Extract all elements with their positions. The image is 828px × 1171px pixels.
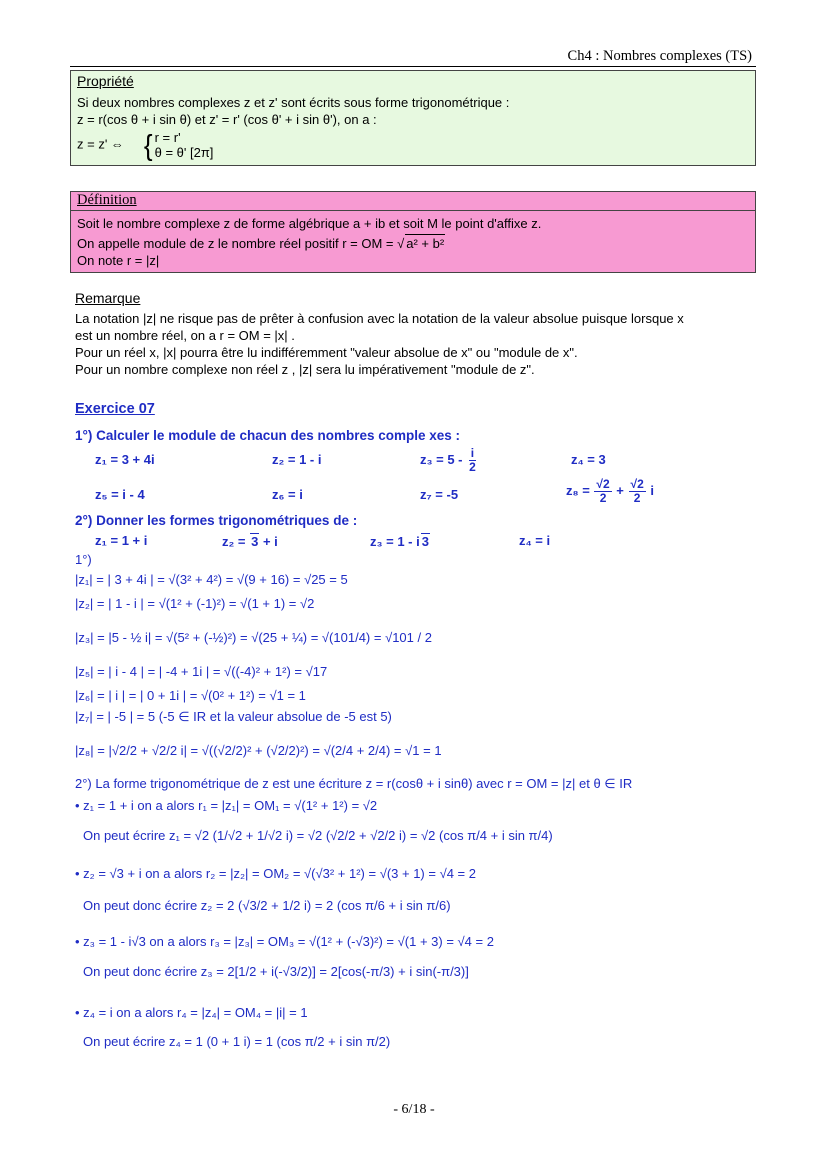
z4-value: z₄ = 3 — [571, 452, 606, 467]
header-rule — [70, 66, 756, 67]
property-line-2: z = r(cos θ + i sin θ) et z' = r' (cos θ' + i sin θ'), on a : — [77, 112, 377, 127]
property-title: Propriété — [77, 73, 134, 89]
property-lhs: z = z' ⇔ — [77, 136, 124, 152]
definition-box — [70, 191, 756, 273]
z3-prefix: z₃ = 5 - — [420, 451, 467, 467]
answer-z5: |z₅| = | i - 4 | = | -4 + 1i | = √((-4)² + 1²) = √17 — [75, 664, 328, 679]
definition-radicand: a² + b² — [406, 236, 445, 251]
remark-title: Remarque — [75, 290, 141, 306]
definition-line-1: Soit le nombre complexe z de forme algébrique a + ib et soit M le point d'affixe z. — [77, 216, 542, 231]
z7-value: z₇ = -5 — [420, 487, 459, 502]
sqrt-symbol — [397, 236, 404, 251]
z5-value: z₅ = i - 4 — [95, 487, 145, 502]
answer-z2: |z₂| = | 1 - i | = √(1² + (-1)²) = √(1 + 1) = √2 — [75, 596, 315, 611]
w2-value: z₂ = 3 + i — [222, 534, 278, 549]
answer-w2-modulus: • z₂ = √3 + i on a alors r₂ = |z₂| = OM₂ = √(√3² + 1²) = √(3 + 1) = √4 = 2 — [75, 866, 476, 881]
w4-value: z₄ = i — [519, 533, 551, 548]
answer-w1-form: On peut écrire z₁ = √2 (1/√2 + 1/√2 i) = √2 (√2/2 + √2/2 i) = √2 (cos π/4 + i sin π/4) — [83, 828, 553, 843]
definition-line-3: On note r = |z| — [77, 253, 160, 268]
w3-prefix: z₃ = 1 - i — [370, 534, 420, 549]
remark-line-4: Pour un nombre complexe non réel z , |z| sera lu impérativement "module de z". — [75, 362, 535, 377]
answer-z3: |z₃| = |5 - ½ i| = √(5² + (-½)²) = √(25 + ¼) = √(101/4) = √101 / 2 — [75, 630, 432, 645]
property-system — [155, 130, 214, 160]
z8-prefix: z₈ = — [566, 482, 594, 498]
w3-value: z₃ = 1 - i 3 — [370, 534, 429, 549]
answer-z6: |z₆| = | i | = | 0 + 1i | = √(0² + 1²) = √1 = 1 — [75, 688, 306, 703]
answer-w3-modulus: • z₃ = 1 - i√3 on a alors r₃ = |z₃| = OM₃ = √(1² + (-√3)²) = √(1 + 3) = √4 = 2 — [75, 934, 494, 949]
definition-line-2-text: On appelle module de z le nombre réel positif r = OM = — [77, 236, 398, 251]
property-cond-2: θ = θ' [2π] — [154, 145, 214, 160]
z3-fraction: $\frac{i}{2}$ — [469, 446, 476, 474]
definition-line-2 — [77, 234, 749, 252]
w2-prefix: z₂ = — [222, 534, 250, 549]
remark-line-2: est un nombre réel, on a r = OM = |x| . — [75, 328, 295, 343]
answer-w2-form: On peut donc écrire z₂ = 2 (√3/2 + 1/2 i) = 2 (cos π/6 + i sin π/6) — [83, 898, 451, 913]
z8-value: z₈ = $\frac{√2}{2}$ + $\frac{√2}{2}$ i — [566, 477, 654, 505]
definition-title: Définition — [77, 192, 137, 208]
w1-value: z₁ = 1 + i — [95, 533, 148, 548]
answer-z8: |z₈| = |√2/2 + √2/2 i| = √((√2/2)² + (√2/2)²) = √(2/4 + 2/4) = √1 = 1 — [75, 743, 442, 758]
property-line-1: Si deux nombres complexes z et z' sont écrits sous forme trigonométrique : — [77, 95, 510, 110]
question-1: 1°) Calculer le module de chacun des nombres comple xes : — [75, 428, 461, 443]
z3-value — [420, 447, 479, 474]
answer-w1-modulus: • z₁ = 1 + i on a alors r₁ = |z₁| = OM₁ = √(1² + 1²) = √2 — [75, 798, 378, 813]
question-2: 2°) Donner les formes trigonométriques de : — [75, 513, 358, 528]
z6-value: z₆ = i — [272, 487, 303, 502]
answer-w4-form: On peut écrire z₄ = 1 (0 + 1 i) = 1 (cos π/2 + i sin π/2) — [83, 1034, 391, 1049]
answer-w3-form: On peut donc écrire z₃ = 2[1/2 + i(-√3/2)] = 2[cos(-π/3) + i sin(-π/3)] — [83, 964, 469, 979]
property-box — [70, 70, 756, 166]
remark-section — [75, 290, 755, 378]
answer-z1: |z₁| = | 3 + 4i | = √(3² + 4²) = √(9 + 16) = √25 = 5 — [75, 572, 348, 587]
page-number: - 6/18 - — [393, 1102, 435, 1117]
answer-2-heading: 2°) La forme trigonométrique de z est une écriture z = r(cosθ + i sinθ) avec r = OM = |z| et θ ∈ IR — [75, 776, 633, 791]
brace: { — [143, 128, 153, 162]
page-header: Ch4 : Nombres complexes (TS) — [567, 48, 752, 64]
exercise-title: Exercice 07 — [75, 401, 155, 417]
z1-value: z₁ = 3 + 4i — [95, 452, 155, 467]
w2-suffix: + i — [259, 534, 278, 549]
property-cond-1: r = r' — [154, 130, 181, 145]
definition-title-band — [71, 190, 755, 211]
remark-line-3: Pour un réel x, |x| pourra être lu indifféremment "valeur absolue de x" ou "module de x". — [75, 345, 578, 360]
answer-z7: |z₇| = | -5 | = 5 (-5 ∈ IR et la valeur absolue de -5 est 5) — [75, 709, 392, 724]
answer-1-heading: 1°) — [75, 552, 92, 567]
remark-line-1: La notation |z| ne risque pas de prêter à confusion avec la notation de la valeur absolue puisque lorsque x — [75, 311, 684, 326]
answer-w4-modulus: • z₄ = i on a alors r₄ = |z₄| = OM₄ = |i| = 1 — [75, 1005, 308, 1020]
z2-value: z₂ = 1 - i — [272, 452, 322, 467]
property-equivalence — [77, 130, 749, 160]
